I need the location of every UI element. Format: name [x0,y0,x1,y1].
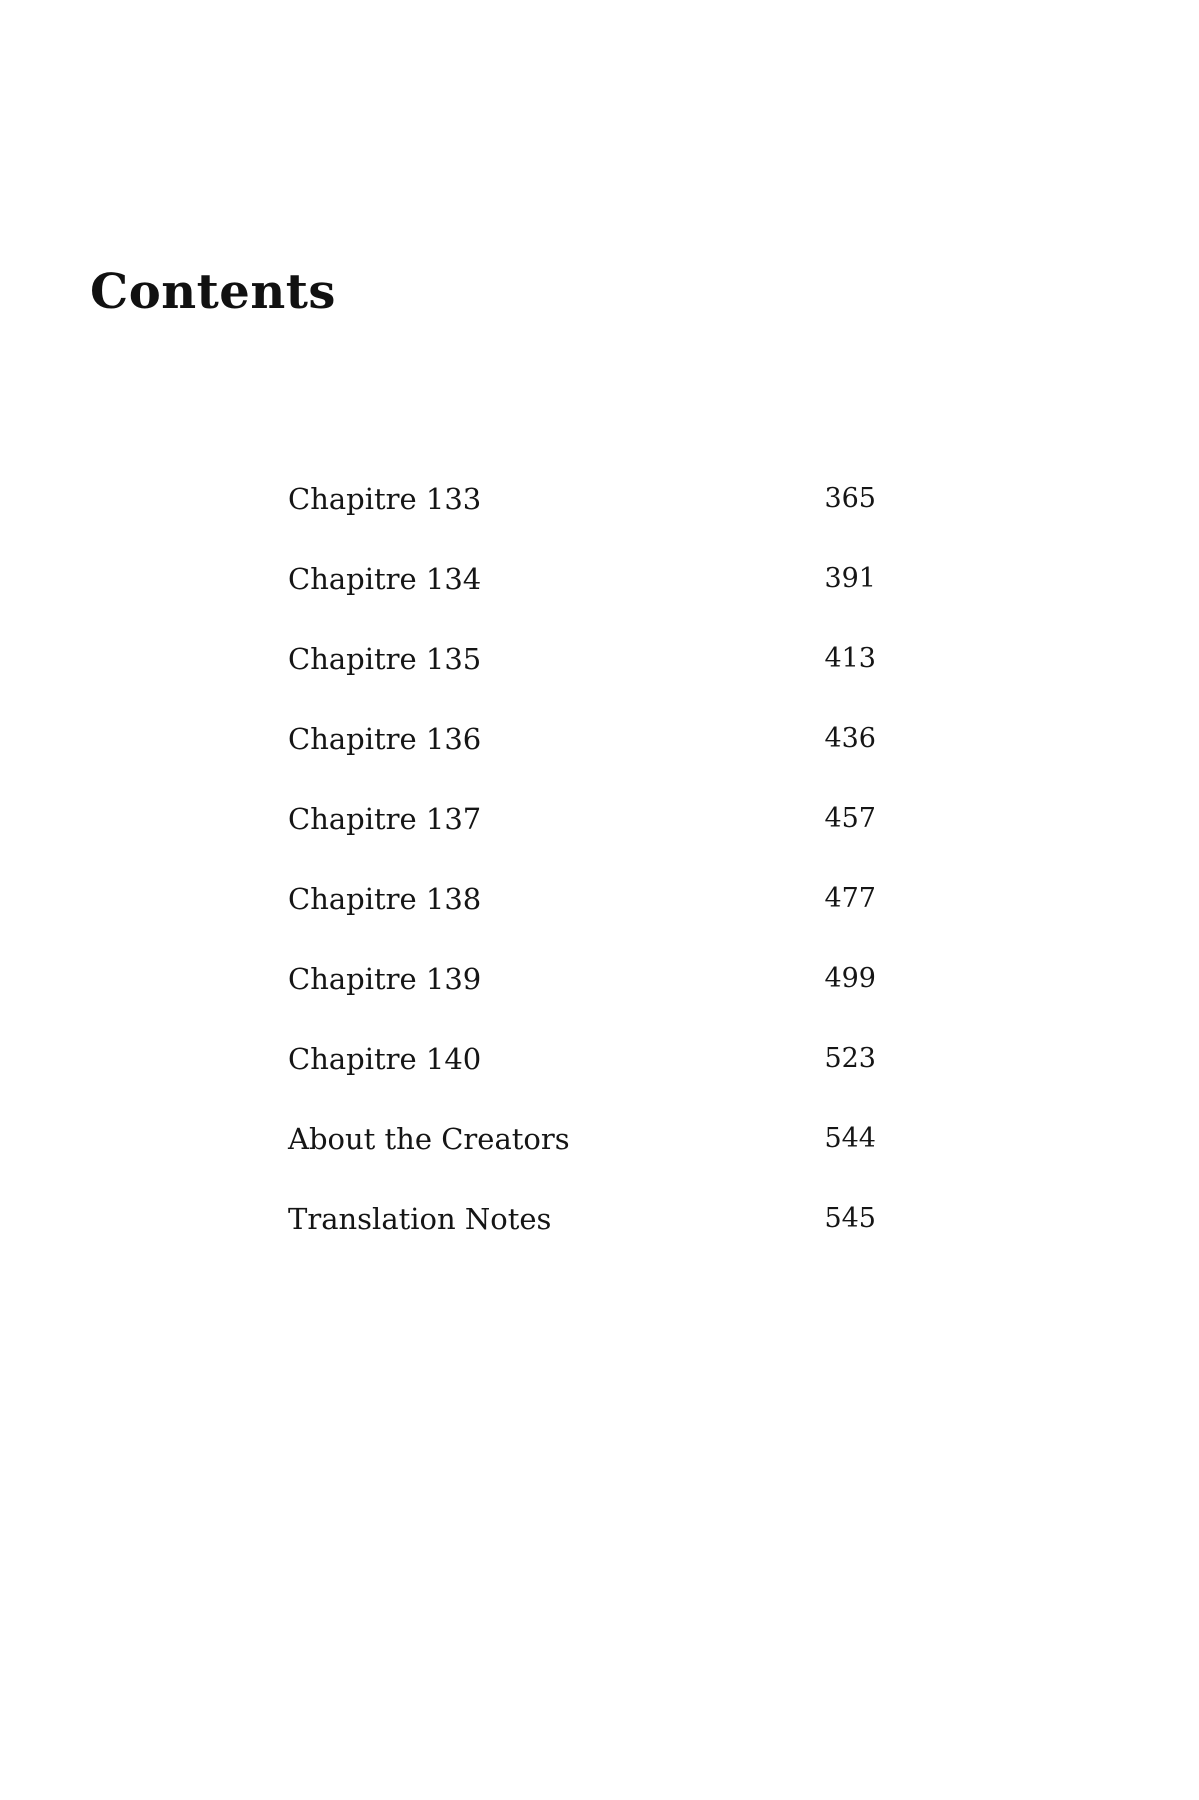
toc-entry-label[interactable]: Chapitre 137 [288,802,482,836]
toc-entry-page-number: 365 [824,483,876,514]
toc-entry-page-number: 499 [824,963,876,994]
toc-entry-label[interactable]: Chapitre 134 [288,562,482,596]
toc-entry-page-number: 391 [824,563,876,594]
toc-entry-label[interactable]: Translation Notes [288,1202,552,1236]
toc-entry-page-number: 523 [824,1043,876,1074]
table-of-contents [288,474,880,1274]
toc-entry-label[interactable]: Chapitre 140 [288,1042,482,1076]
toc-entry-page-number: 413 [824,643,876,674]
toc-entry-translation-notes[interactable] [288,1194,880,1274]
toc-entry-label[interactable]: Chapitre 139 [288,962,482,996]
toc-entry-page-number: 544 [824,1123,876,1154]
toc-entry-label[interactable]: Chapitre 138 [288,882,482,916]
toc-entry-page-number: 436 [824,723,876,754]
toc-entry-about-the-creators[interactable] [288,1114,880,1194]
toc-entry-chapitre-133[interactable] [288,474,880,554]
toc-entry-chapitre-138[interactable] [288,874,880,954]
toc-entry-chapitre-140[interactable] [288,1034,880,1114]
toc-entry-label[interactable]: Chapitre 136 [288,722,482,756]
toc-entry-chapitre-134[interactable] [288,554,880,634]
toc-entry-page-number: 457 [824,803,876,834]
toc-entry-label[interactable]: Chapitre 135 [288,642,482,676]
toc-entry-label[interactable]: Chapitre 133 [288,482,482,516]
toc-entry-chapitre-137[interactable] [288,794,880,874]
toc-entry-chapitre-136[interactable] [288,714,880,794]
toc-entry-label[interactable]: About the Creators [288,1122,570,1156]
page-title: Contents [90,264,336,320]
toc-entry-chapitre-135[interactable] [288,634,880,714]
toc-entry-page-number: 477 [824,883,876,914]
toc-entry-page-number: 545 [824,1203,876,1234]
toc-entry-chapitre-139[interactable] [288,954,880,1034]
